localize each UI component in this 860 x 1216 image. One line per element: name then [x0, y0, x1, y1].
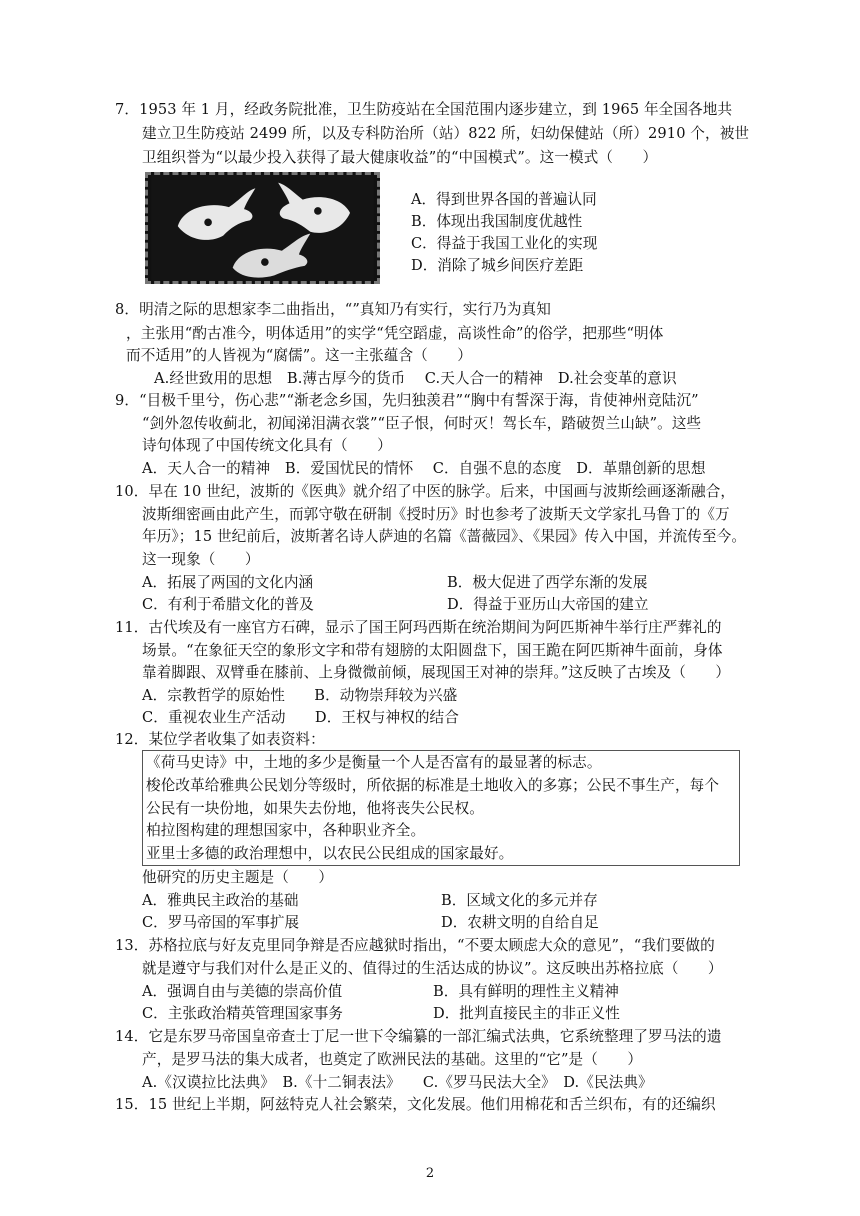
q11-options-cd: C．重视农业生产活动 D．王权与神权的结合	[142, 709, 459, 726]
q11-options-ab: A．宗教哲学的原始性 B．动物崇拜较为兴盛	[142, 687, 458, 704]
q13-line-1: 13．苏格拉底与好友克里同争辩是否应越狱时指出，“不要太顾虑大众的意见”，“我们要做的	[115, 937, 715, 954]
q10-line-2: 波斯细密画由此产生，而郭守敬在研制《授时历》时也参考了波斯天文学家扎马鲁丁的《万	[142, 506, 730, 523]
q12-box-line-4: 柏拉图构建的理想国家中，各种职业齐全。	[146, 822, 426, 839]
q10-option-a: A．拓展了两国的文化内涵	[142, 574, 314, 591]
q7-option-a: A．得到世界各国的普遍认同	[411, 191, 597, 208]
q10-option-c: C．有利于希腊文化的普及	[142, 596, 314, 613]
q15-line-1: 15．15 世纪上半期，阿兹特克人社会繁荣，文化发展。他们用棉花和舌兰织布，有的还编织	[115, 1096, 716, 1113]
q9-options: A．天人合一的精神 B．爱国忧民的情怀 C．自强不息的态度 D．革鼎创新的思想	[142, 460, 706, 477]
q13-option-a: A．强调自由与美德的崇高价值	[142, 983, 343, 1000]
q11-line-2: 场景。“在象征天空的象形文字和带有翅膀的太阳圆盘下，国王跪在阿匹斯神牛面前，身体	[142, 642, 723, 659]
q10-line-3: 年历》；15 世纪前后，波斯著名诗人萨迪的名篇《蔷薇园》、《果园》传入中国，并流传至今。	[142, 528, 747, 545]
q12-box-line-3: 公民有一块份地，如果失去份地，他将丧失公民权。	[146, 800, 484, 817]
q7-option-c: C．得益于我国工业化的实现	[411, 235, 598, 252]
q14-line-2: 产，是罗马法的集大成者，也奠定了欧洲民法的基础。这里的“它”是（ ）	[142, 1051, 643, 1068]
q12-option-a: A．雅典民主政治的基础	[142, 892, 299, 909]
q12-option-d: D．农耕文明的自给自足	[441, 914, 599, 931]
q8-line-2: ，主张用“酌古准今，明体适用”的实学“凭空蹈虚，高谈性命”的俗学，把那些“明体	[126, 325, 664, 342]
q14-options: A.《汉谟拉比法典》 B.《十二铜表法》 C.《罗马民法大全》 D.《民法典》	[142, 1074, 653, 1091]
q7-line-3: 卫组织誉为“以最少投入获得了最大健康收益”的“中国模式”。这一模式（ ）	[142, 149, 658, 166]
q12-question: 他研究的历史主题是（ ）	[142, 869, 334, 886]
q11-line-1: 11．古代埃及有一座官方石碑，显示了国王阿玛西斯在统治期间为阿匹斯神牛举行庄严葬礼的	[115, 619, 722, 636]
q7-option-b: B．体现出我国制度优越性	[411, 213, 583, 230]
q7-line-2: 建立卫生防疫站 2499 所，以及专科防治所（站）822 所，妇幼保健站（所）2910 个，被世	[142, 125, 750, 142]
q11-line-3: 靠着脚跟、双臂垂在膝前、上身微微前倾，展现国王对神的崇拜。”这反映了古埃及（ ）	[142, 664, 731, 681]
q13-option-c: C．主张政治精英管理国家事务	[142, 1005, 343, 1022]
page-number: 2	[425, 1166, 435, 1181]
q13-line-2: 就是遵守与我们对什么是正义的、值得过的生活达成的协议”。这反映出苏格拉底（ ）	[142, 960, 723, 977]
q8-line-3: 而不适用”的人皆视为“腐儒”。这一主张蕴含（ ）	[126, 347, 472, 364]
q9-line-1: 9．“目极千里兮，伤心悲”“渐老念乡国，先归独羡君”“胸中有誓深于海，肯使神州竞陆沉”	[115, 392, 699, 409]
q10-line-1: 10．早在 10 世纪，波斯的《医典》就介绍了中医的脉学。后来，中国画与波斯绘画逐渐融合，	[115, 483, 736, 500]
q12-option-c: C．罗马帝国的军事扩展	[142, 914, 300, 931]
rabbit-stamp-image	[145, 172, 380, 284]
rabbit-paper-cut-icon	[148, 175, 377, 281]
q12-option-b: B．区域文化的多元并存	[441, 892, 598, 909]
q12-box-line-1: 《荷马史诗》中，土地的多少是衡量一个人是否富有的最显著的标志。	[146, 754, 602, 771]
q7-line-1: 7．1953 年 1 月，经政务院批准，卫生防疫站在全国范围内逐步建立，到 1965 年全国各地共	[115, 101, 733, 118]
q12-box-line-2: 梭伦改革给雅典公民划分等级时，所依据的标准是土地收入的多寡；公民不事生产，每个	[146, 777, 720, 794]
q14-line-1: 14．它是东罗马帝国皇帝查士丁尼一世下令编纂的一部汇编式法典，它系统整理了罗马法的遗	[115, 1028, 722, 1045]
q12-line-1: 12．某位学者收集了如表资料：	[115, 731, 325, 748]
q10-option-d: D．得益于亚历山大帝国的建立	[447, 596, 649, 613]
q10-line-4: 这一现象（ ）	[142, 551, 260, 568]
q9-line-3: 诗句体现了中国传统文化具有（ ）	[142, 437, 392, 454]
q9-line-2: “剑外忽传收蓟北，初闻涕泪满衣裳”“臣子恨，何时灭！驾长车，踏破贺兰山缺”。这些	[142, 415, 702, 432]
q8-line-1: 8．明清之际的思想家李二曲指出，“”真知乃有实行，实行乃为真知	[115, 301, 551, 318]
q13-option-b: B．具有鲜明的理性主义精神	[433, 983, 619, 1000]
q10-option-b: B．极大促进了西学东渐的发展	[447, 574, 648, 591]
q12-box-line-5: 亚里士多德的政治理想中，以农民公民组成的国家最好。	[146, 845, 514, 862]
q8-options: A.经世致用的思想 B.薄古厚今的货币 C.天人合一的精神 D.社会变革的意识	[154, 370, 677, 387]
q13-option-d: D．批判直接民主的非正义性	[433, 1005, 620, 1022]
q7-option-d: D．消除了城乡间医疗差距	[411, 257, 584, 274]
